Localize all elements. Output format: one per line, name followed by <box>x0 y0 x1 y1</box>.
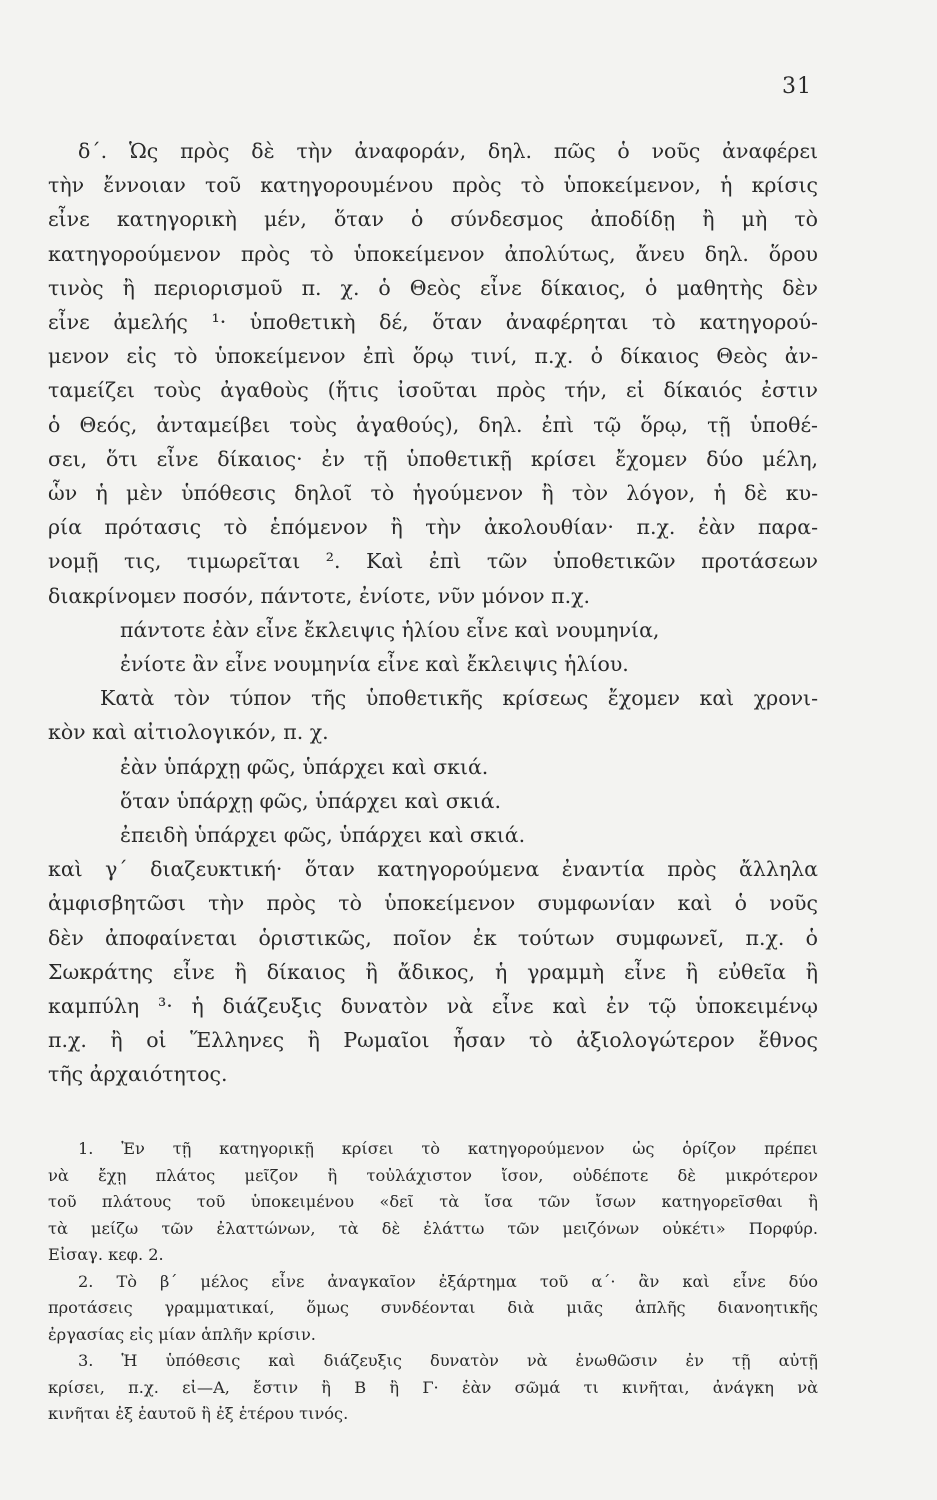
footnote-line: 1. Ἐν τῇ κατηγορικῇ κρίσει τὸ κατηγορούμενον ὡς ὁρίζον πρέπει <box>78 1139 818 1158</box>
text-line: ἀμφισβητῶσι τὴν πρὸς τὸ ὑποκείμενον συμφωνίαν καὶ ὁ νοῦς <box>48 891 818 916</box>
footnote-line: τὰ μείζω τῶν ἐλαττώνων, τὰ δὲ ἐλάττω τῶν μειζόνων οὐκέτι» Πορφύρ. <box>48 1218 818 1238</box>
text-line: ρία πρότασις τὸ ἑπόμενον ἢ τὴν ἀκολουθίαν· π.χ. ἐὰν παρα- <box>48 515 818 540</box>
text-line: νομῇ τις, τιμωρεῖται ². Καὶ ἐπὶ τῶν ὑποθετικῶν προτάσεων <box>48 549 818 574</box>
footnote-line: κρίσει, π.χ. εἰ—Α, ἔστιν ἢ Β ἢ Γ· ἐὰν σῶμά τι κινῆται, ἀνάγκη νὰ <box>48 1377 818 1397</box>
text-line: τῆς ἀρχαιότητος. <box>48 1062 228 1087</box>
main-text <box>48 134 818 1092</box>
text-line: ταμείζει τοὺς ἀγαθοὺς (ἥτις ἰσοῦται πρὸς τήν, εἰ δίκαιός ἐστιν <box>48 378 818 403</box>
example-line: ἐὰν ὑπάρχῃ φῶς, ὑπάρχει καὶ σκιά. <box>120 754 489 779</box>
text-line: τὴν ἔννοιαν τοῦ κατηγορουμένου πρὸς τὸ ὑποκείμενον, ἡ κρίσις <box>48 173 818 198</box>
example-line: ἐνίοτε ἂν εἶνε νουμηνία εἶνε καὶ ἔκλειψις ἡλίου. <box>120 652 629 677</box>
footnote-line: νὰ ἔχῃ πλάτος μεῖζον ἢ τοὐλάχιστον ἴσον, οὐδέποτε δὲ μικρότερον <box>48 1165 818 1185</box>
example-line: ἐπειδὴ ὑπάρχει φῶς, ὑπάρχει καὶ σκιά. <box>120 823 526 848</box>
text-line: εἶνε κατηγορικὴ μέν, ὅταν ὁ σύνδεσμος ἀποδίδῃ ἢ μὴ τὸ <box>48 207 818 232</box>
text-line: καὶ γ΄ διαζευκτική· ὅταν κατηγορούμενα ἐναντία πρὸς ἄλληλα <box>48 857 818 882</box>
text-line: εἶνε ἀμελής ¹· ὑποθετικὴ δέ, ὅταν ἀναφέρηται τὸ κατηγορού- <box>48 310 818 335</box>
example-line: πάντοτε ἐὰν εἶνε ἔκλειψις ἡλίου εἶνε καὶ νουμηνία, <box>120 617 660 642</box>
text-line: κατηγορούμενον πρὸς τὸ ὑποκείμενον ἀπολύτως, ἄνευ δηλ. ὅρου <box>48 241 818 266</box>
footnote-line: 3. Ἡ ὑπόθεσις καὶ διάζευξις δυνατὸν νὰ ἑνωθῶσιν ἐν τῇ αὐτῇ <box>78 1351 818 1370</box>
text-line: δ΄. Ὡς πρὸς δὲ τὴν ἀναφοράν, δηλ. πῶς ὁ νοῦς ἀναφέρει <box>78 139 818 163</box>
text-line: σει, ὅτι εἶνε δίκαιος· ἐν τῇ ὑποθετικῇ κρίσει ἔχομεν δύο μέλη, <box>48 446 818 471</box>
example-line: ὅταν ὑπάρχῃ φῶς, ὑπάρχει καὶ σκιά. <box>120 788 501 813</box>
footnote-line: 2. Τὸ β΄ μέλος εἶνε ἀναγκαῖον ἐξάρτημα τοῦ α΄· ἂν καὶ εἶνε δύο <box>78 1271 818 1291</box>
text-line: καμπύλη ³· ἡ διάζευξις δυνατὸν νὰ εἶνε καὶ ἐν τῷ ὑποκειμένῳ <box>48 994 818 1019</box>
text-line: δὲν ἀποφαίνεται ὁριστικῶς, ποῖον ἐκ τούτων συμφωνεῖ, π.χ. ὁ <box>48 925 818 950</box>
text-line: ὧν ἡ μὲν ὑπόθεσις δηλοῖ τὸ ἡγούμενον ἢ τὸν λόγον, ἡ δὲ κυ- <box>48 481 818 506</box>
footnote-line: Εἰσαγ. κεφ. 2. <box>48 1245 164 1264</box>
footnote-line: προτάσεις γραμματικαί, ὅμως συνδέονται διὰ μιᾶς ἁπλῆς διανοητικῆς <box>48 1298 818 1317</box>
text-line: Σωκράτης εἶνε ἢ δίκαιος ἢ ἄδικος, ἡ γραμμὴ εἶνε ἢ εὐθεῖα ἢ <box>48 959 818 984</box>
text-line: τινὸς ἢ περιορισμοῦ π. χ. ὁ Θεὸς εἶνε δίκαιος, ὁ μαθητὴς δὲν <box>48 275 818 300</box>
footnote-line: τοῦ πλάτους τοῦ ὑποκειμένου «δεῖ τὰ ἴσα τῶν ἴσων κατηγορεῖσθαι ἢ <box>48 1192 818 1211</box>
footnotes <box>48 1136 818 1428</box>
text-line: ὁ Θεός, ἀνταμείβει τοὺς ἀγαθούς), δηλ. ἐπὶ τῷ ὅρῳ, τῇ ὑποθέ- <box>48 412 818 437</box>
text-line: κὸν καὶ αἰτιολογικόν, π. χ. <box>48 720 329 745</box>
footnote-line: ἐργασίας εἰς μίαν ἁπλῆν κρίσιν. <box>48 1324 316 1344</box>
text-line: διακρίνομεν ποσόν, πάντοτε, ἐνίοτε, νῦν μόνον π.χ. <box>48 583 591 608</box>
footnote-line: κινῆται ἐξ ἑαυτοῦ ἢ ἐξ ἑτέρου τινός. <box>48 1404 349 1423</box>
text-line: Κατὰ τὸν τύπον τῆς ὑποθετικῆς κρίσεως ἔχομεν καὶ χρονι- <box>100 686 818 711</box>
page-number: 31 <box>782 74 812 99</box>
text-line: μενον εἰς τὸ ὑποκείμενον ἐπὶ ὅρῳ τινί, π.χ. ὁ δίκαιος Θεὸς ἀν- <box>48 344 818 369</box>
text-line: π.χ. ἢ οἱ Ἕλληνες ἢ Ρωμαῖοι ἦσαν τὸ ἀξιολογώτερον ἔθνος <box>48 1028 818 1053</box>
